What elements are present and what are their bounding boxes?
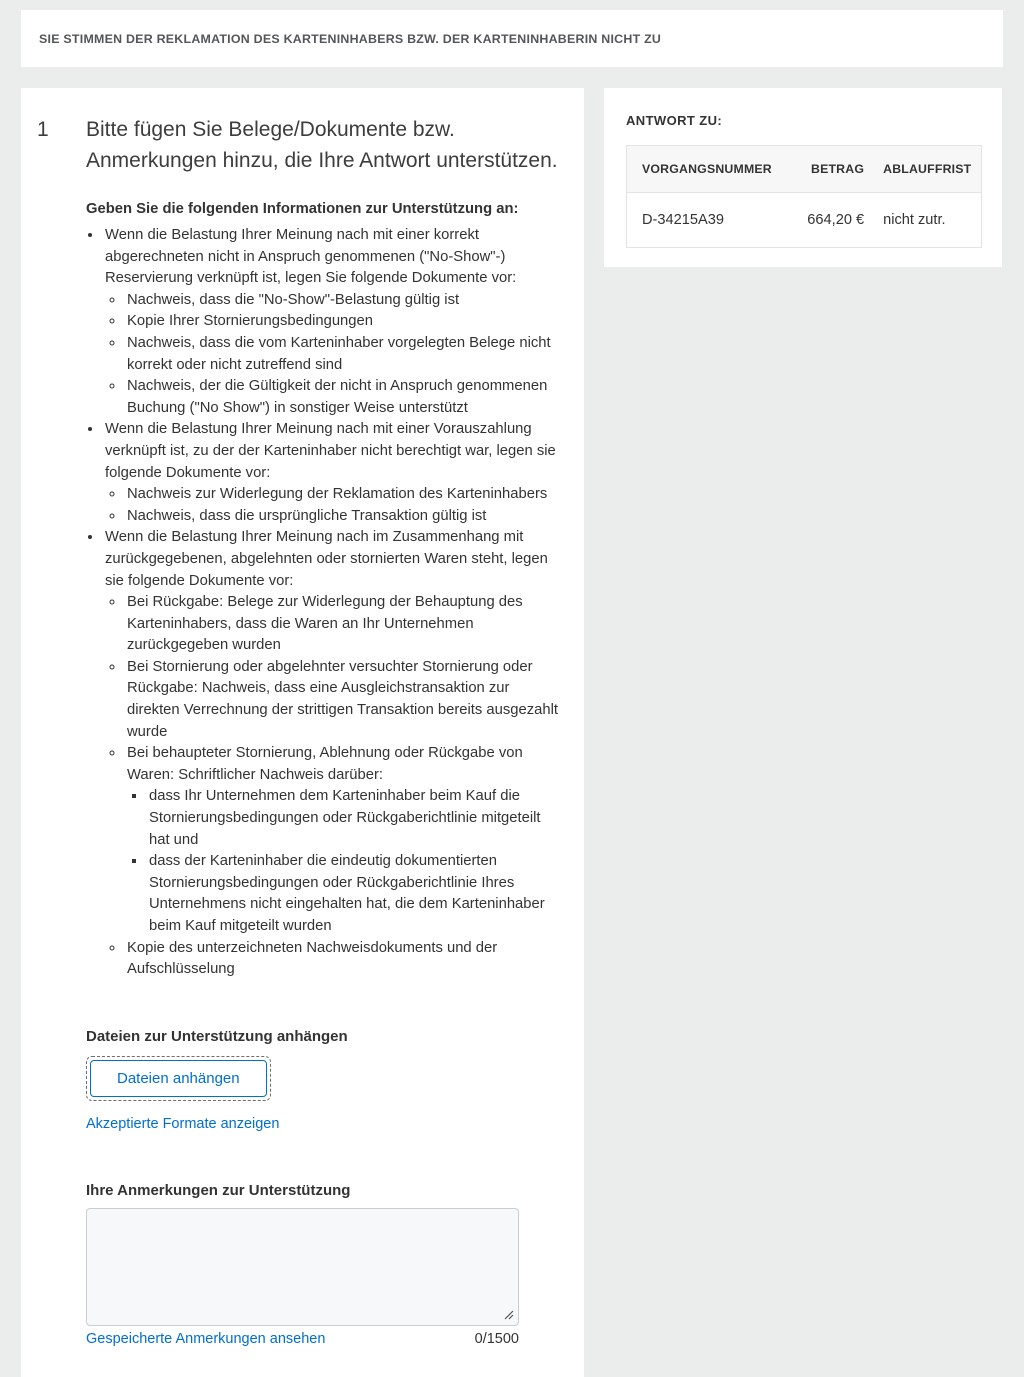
checklist-item: [103, 419, 564, 527]
checklist-item-text: Nachweis, dass die vom Karteninhaber vorgelegten Belege nicht korrekt oder nicht zutreffend sind: [127, 334, 551, 373]
page-content: [21, 88, 1003, 1377]
checklist-item: [125, 506, 564, 528]
remarks-textarea[interactable]: [86, 1208, 519, 1326]
textarea-footer: [86, 1327, 519, 1347]
answer-table-cell: nicht zutr.: [883, 212, 946, 228]
checklist-item: [125, 484, 564, 506]
checklist-item-text: Nachweis, dass die "No-Show"-Belastung gültig ist: [127, 291, 460, 308]
checklist-item: [125, 376, 564, 419]
checklist-item-text: Nachweis, dass die ursprüngliche Transaktion gültig ist: [127, 507, 487, 524]
checklist-item-text: Nachweis zur Widerlegung der Reklamation des Karteninhabers: [127, 486, 548, 503]
checklist-item: [125, 333, 564, 376]
remarks-heading: Ihre Anmerkungen zur Unterstützung: [86, 1181, 351, 1199]
checklist-item-text: Wenn die Belastung Ihrer Meinung nach mit einer Vorauszahlung verknüpft ist, zu der der Karteninhaber nicht berechtigt war, legen sie folgende Dokumente vor:: [105, 421, 556, 481]
checklist-item-text: Bei behaupteter Stornierung, Ablehnung oder Rückgabe von Waren: Schriftlicher Nachweis darüber:: [127, 745, 523, 783]
saved-remarks-link[interactable]: Gespeicherte Anmerkungen ansehen: [86, 1330, 326, 1347]
answer-table-cell: 664,20 €: [807, 212, 865, 228]
char-counter: 0/1500: [474, 1330, 519, 1347]
checklist-item: [125, 592, 564, 657]
checklist-item: [147, 851, 564, 937]
step-number: 1: [37, 118, 49, 141]
answer-panel-heading: ANTWORT ZU:: [626, 113, 723, 128]
answer-table-header: VORGANGSNUMMER: [627, 146, 786, 193]
file-dropzone[interactable]: [86, 1056, 271, 1101]
answer-table: [626, 145, 982, 248]
main-card: [21, 88, 584, 1377]
document-checklist: [86, 225, 564, 981]
checklist-item-text: Wenn die Belastung Ihrer Meinung nach im Zusammenhang mit zurückgegebenen, abgelehnten oder stornierten Waren steht, legen sie folgende Dokumente vor:: [105, 529, 548, 589]
answer-table-row: [627, 193, 982, 248]
checklist-item-text: dass Ihr Unternehmen dem Karteninhaber beim Kauf die Stornierungsbedingungen oder Rückgaberichtlinie mitgeteilt hat und: [149, 788, 541, 848]
page-title: Bitte fügen Sie Belege/Dokumente bzw. Anmerkungen hinzu, die Ihre Antwort unterstützen.: [86, 118, 558, 172]
attachments-heading: Dateien zur Unterstützung anhängen: [86, 1027, 348, 1045]
status-banner: [21, 10, 1003, 67]
step-row: [37, 114, 564, 1347]
status-banner-title: SIE STIMMEN DER REKLAMATION DES KARTENINHABERS BZW. DER KARTENINHABERIN NICHT ZU: [39, 31, 662, 46]
answer-table-header: BETRAG: [785, 146, 868, 193]
step-content: [86, 114, 564, 1347]
checklist-item: [103, 225, 564, 419]
remarks-textarea-wrap: [86, 1208, 519, 1326]
checklist-item-text: Kopie Ihrer Stornierungsbedingungen: [127, 313, 373, 330]
attach-files-button[interactable]: Dateien anhängen: [90, 1060, 267, 1097]
checklist-item: [125, 290, 564, 312]
answer-panel: [604, 88, 1002, 267]
answer-table-cell: D-34215A39: [642, 212, 724, 228]
instructions-heading: Geben Sie die folgenden Informationen zur Unterstützung an:: [86, 201, 519, 217]
checklist-item: [125, 311, 564, 333]
checklist-item: [147, 786, 564, 851]
checklist-item-text: Bei Rückgabe: Belege zur Widerlegung der Behauptung des Karteninhabers, dass die Waren an Ihr Unternehmen zurückgegeben wurden: [127, 594, 523, 654]
checklist-item: [125, 657, 564, 743]
checklist-item-text: Kopie des unterzeichneten Nachweisdokuments und der Aufschlüsselung: [127, 939, 498, 978]
accepted-formats-link[interactable]: Akzeptierte Formate anzeigen: [86, 1115, 280, 1132]
checklist-item-text: Wenn die Belastung Ihrer Meinung nach mit einer korrekt abgerechneten nicht in Anspruch genommenen ("No-Show"-) Reservierung verknüpft ist, legen Sie folgende Dokumente vor:: [105, 227, 517, 287]
checklist-item-text: dass der Karteninhaber die eindeutig dokumentierten Stornierungsbedingungen oder Rückgaberichtlinie Ihres Unternehmens nicht eingehalten hat, die dem Karteninhaber beim Kauf mitgeteilt wurden: [149, 853, 545, 934]
checklist-item: [125, 743, 564, 937]
checklist-item: [125, 938, 564, 981]
answer-table-header: ABLAUFFRIST: [868, 146, 981, 193]
checklist-item-text: Bei Stornierung oder abgelehnter versuchter Stornierung oder Rückgabe: Nachweis, dass eine Ausgleichstransaktion zur direkten Verrechnung der strittigen Transaktion bereits ausgezahlt wurde: [127, 658, 559, 740]
checklist-item: [103, 527, 564, 980]
checklist-item-text: Nachweis, der die Gültigkeit der nicht in Anspruch genommenen Buchung ("No Show") in sonstiger Weise unterstützt: [127, 378, 548, 416]
